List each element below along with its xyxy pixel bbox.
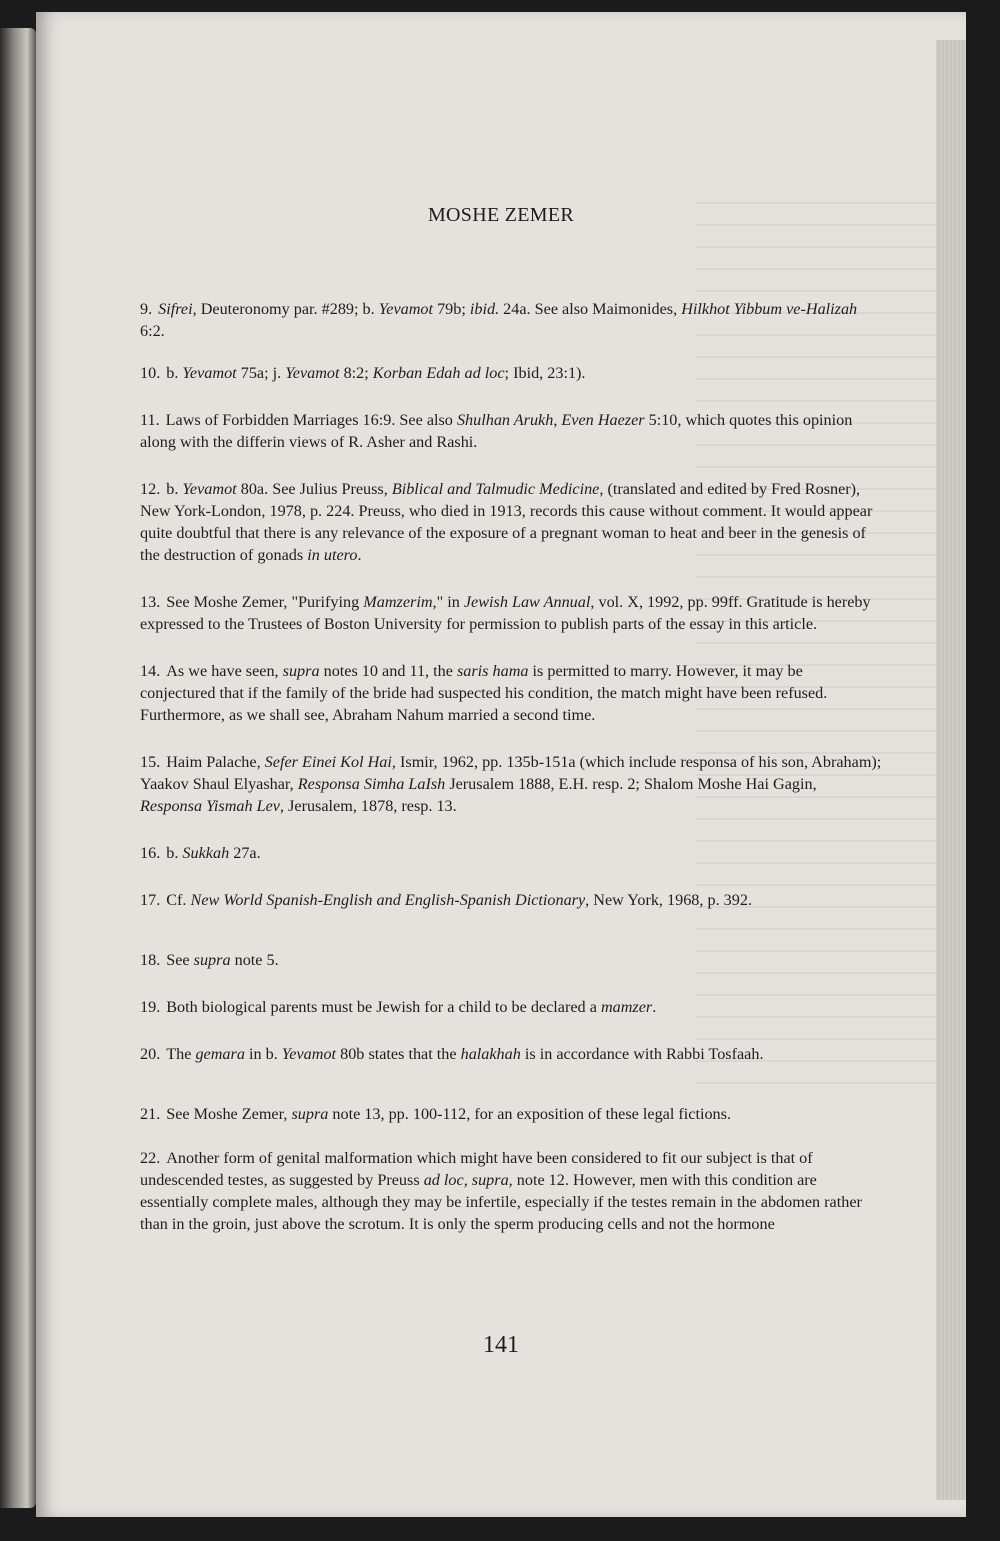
endnote-text: in b. (244, 1045, 282, 1063)
endnote-text: notes 10 and 11, the (319, 662, 457, 680)
endnote-text: is permitted to marry. However, it may be conjectured that if the family of the bride had suspected his condition, the match might have been refused. Furthermore, as we shall see, Abraham Nahum married a second time. (140, 662, 828, 724)
italic-title: Biblical and Talmudic Medicine (391, 480, 600, 498)
italic-title: Sifrei (158, 300, 193, 318)
endnote-text: Haim Palache, (166, 753, 265, 771)
endnote-text: is in accordance with Rabbi Tosfaah. (520, 1045, 764, 1063)
endnote-text: , vol. X, 1992, pp. 99ff. Gratitude is hereby expressed to the Trustees of Boston University for permission to publish parts of the essay in this article. (140, 593, 871, 633)
endnote-text: note 12. However, men with this condition are essentially complete males, although they may be infertile, especially if the testes remain in the abdomen rather than in the groin, just above the scrotum. It is only the sperm producing cells and not the hormone (140, 1171, 862, 1233)
endnote-number: 19. (140, 998, 161, 1016)
endnote-text: See Moshe Zemer, "Purifying (166, 593, 364, 611)
endnote-text: b. (166, 480, 183, 498)
endnote (140, 949, 882, 971)
book-page (36, 12, 966, 1517)
italic-title: Sefer Einei Kol Hai (264, 753, 392, 771)
italic-title: mamzer (600, 998, 653, 1016)
endnote-number: 21. (140, 1105, 161, 1123)
italic-title: Responsa Yismah Lev (140, 797, 280, 815)
endnotes-list (140, 298, 882, 1235)
italic-title: in utero (307, 546, 358, 564)
italic-title: gemara (195, 1045, 245, 1063)
endnote-text: b. (166, 364, 183, 382)
endnote-text: Both biological parents must be Jewish for a child to be declared a (166, 998, 601, 1016)
italic-title: Hilkhot Yibbum ve-Halizah (681, 300, 858, 318)
endnote-number: 17. (140, 891, 161, 909)
endnote-text: , (553, 411, 562, 429)
italic-title: Mamzerim (363, 593, 433, 611)
endnote-text: The (166, 1045, 196, 1063)
endnote-text: 79b; (433, 300, 470, 318)
endnote-text: . (652, 998, 657, 1016)
endnote-text: note 13, pp. 100-112, for an exposition of these legal fictions. (328, 1105, 731, 1123)
endnote-text: 5:10, which quotes this opinion along with the differin views of R. Asher and Rashi. (140, 411, 853, 451)
italic-title: ad loc, supra, (423, 1171, 513, 1189)
endnote-text: , (translated and edited by Fred Rosner), New York-London, 1978, p. 224. Preuss, who died in 1913, records this cause without comment. It would appear quite doubtful that there is any relevance of the exposure of a pregnant woman to heat and beer in the genesis of the destruction of gonads (140, 480, 873, 564)
endnote-text: b. (166, 844, 183, 862)
endnote-number: 11. (140, 411, 160, 429)
endnote-text: 24a. See also Maimonides, (499, 300, 682, 318)
italic-title: Korban Edah ad loc (372, 364, 505, 382)
endnote-text: 80a. See Julius Preuss, (236, 480, 392, 498)
italic-title: Yevamot (182, 480, 237, 498)
endnote-number: 18. (140, 951, 161, 969)
endnote-number: 20. (140, 1045, 161, 1063)
italic-title: Jewish Law Annual (463, 593, 591, 611)
endnote-number: 12. (140, 480, 161, 498)
endnote-text: , Deuteronomy par. #289; b. (192, 300, 379, 318)
endnote-text: 27a. (229, 844, 261, 862)
left-page-edge (0, 28, 36, 1508)
endnote (140, 1103, 882, 1125)
endnote-text: 6:2. (140, 322, 165, 340)
endnote-text: , New York, 1968, p. 392. (585, 891, 753, 909)
italic-title: ibid. (469, 300, 500, 318)
endnote-text: See Moshe Zemer, (166, 1105, 292, 1123)
italic-title: saris hama (456, 662, 529, 680)
endnote (140, 842, 882, 864)
italic-title: Yevamot (182, 364, 237, 382)
endnote-text: . (357, 546, 362, 564)
page-number: 141 (483, 1332, 519, 1358)
italic-title: Yevamot (285, 364, 340, 382)
endnote (140, 996, 882, 1018)
italic-title: halakhah (460, 1045, 521, 1063)
endnote-text: , Ismir, 1962, pp. 135b-151a (which include responsa of his son, Abraham); Yaakov Shaul Elyashar, (140, 753, 882, 793)
page-stack-edge (936, 40, 966, 1500)
endnote-number: 22. (140, 1149, 161, 1167)
italic-title: New World Spanish-English and English-Spanish Dictionary (190, 891, 586, 909)
endnote-number: 14. (140, 662, 161, 680)
italic-title: Shulhan Arukh (456, 411, 554, 429)
endnote (140, 409, 882, 453)
endnote-text: 75a; j. (236, 364, 286, 382)
italic-title: Yevamot (378, 300, 434, 318)
endnote (140, 1043, 882, 1065)
endnote-text: Another form of genital malformation which might have been considered to fit our subject is that of undescended testes, as suggested by Preuss (140, 1149, 813, 1189)
endnote (140, 751, 882, 817)
italic-title: supra (282, 662, 320, 680)
endnote-text: As we have seen, (166, 662, 283, 680)
italic-title: Yevamot (281, 1045, 337, 1063)
endnote-text: Cf. (166, 891, 191, 909)
endnote (140, 660, 882, 726)
italic-title: Sukkah (182, 844, 230, 862)
endnote-text: , Jerusalem, 1878, resp. 13. (280, 797, 457, 815)
endnote (140, 889, 882, 911)
endnote (140, 591, 882, 635)
endnote-number: 16. (140, 844, 161, 862)
endnote (140, 1147, 882, 1235)
endnote (140, 298, 882, 342)
endnote (140, 362, 882, 384)
endnote-text: note 5. (230, 951, 279, 969)
endnote-text: 8:2; (339, 364, 373, 382)
endnote-number: 15. (140, 753, 161, 771)
italic-title: Even Haezer (561, 411, 645, 429)
italic-title: supra (291, 1105, 329, 1123)
running-head: MOSHE ZEMER (427, 204, 575, 226)
endnote-text: ," in (432, 593, 464, 611)
endnote-text: 80b states that the (336, 1045, 461, 1063)
endnote-number: 10. (140, 364, 161, 382)
italic-title: supra (193, 951, 231, 969)
endnote (140, 478, 882, 566)
endnote-text: See (166, 951, 194, 969)
italic-title: Responsa Simha LaIsh (297, 775, 446, 793)
endnote-number: 9. (140, 300, 153, 318)
endnote-text: ; Ibid, 23:1). (504, 364, 586, 382)
endnote-text: Jerusalem 1888, E.H. resp. 2; Shalom Moshe Hai Gagin, (445, 775, 817, 793)
endnote-text: Laws of Forbidden Marriages 16:9. See also (165, 411, 457, 429)
endnote-number: 13. (140, 593, 161, 611)
